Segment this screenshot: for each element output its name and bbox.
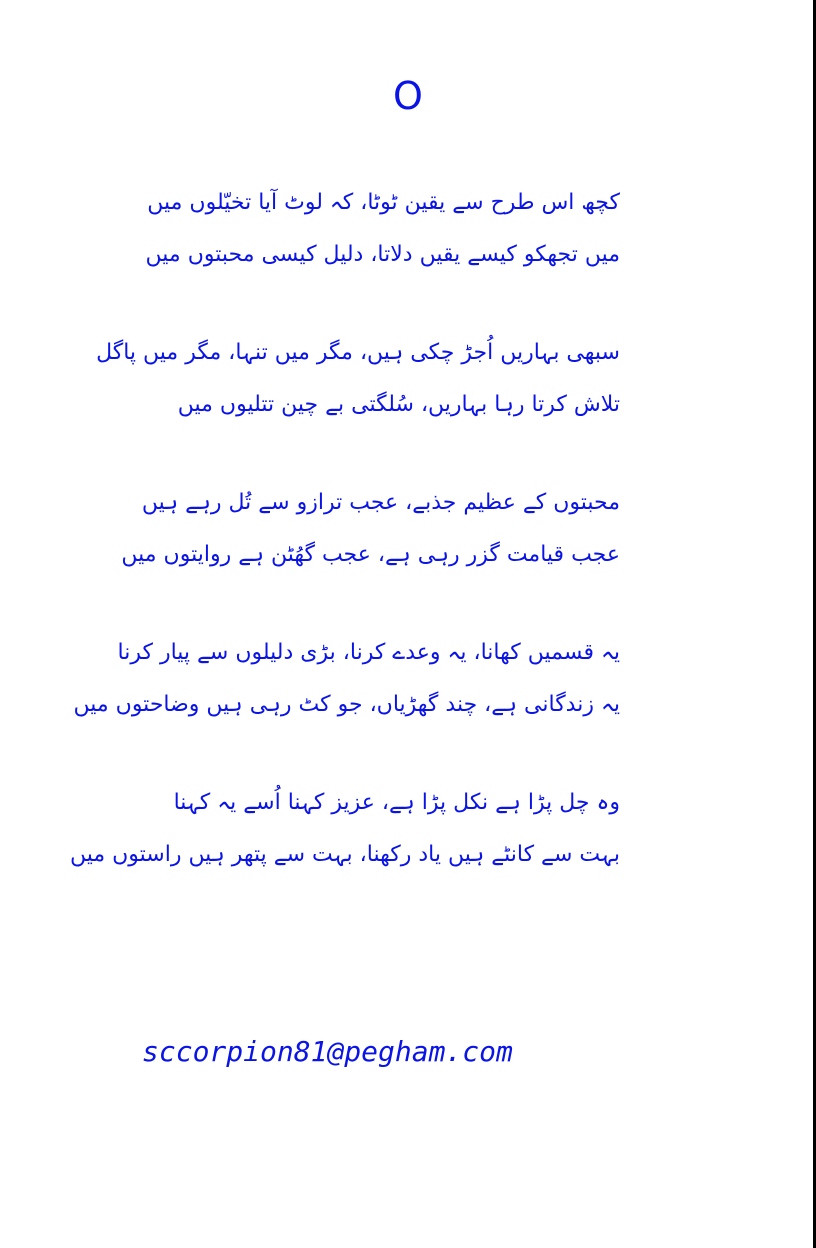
stanza-1: [145, 188, 620, 270]
stanza-2: [96, 338, 620, 420]
author-email: sccorpion81@pegham.com: [142, 1035, 513, 1068]
stanza-4-line-1: یہ قسمیں کھانا، یہ وعدے کرنا، بڑی دلیلوں سے پیار کرنا: [117, 640, 620, 665]
stanza-4: [73, 638, 620, 720]
stanza-1-line-2: میں تجھکو کیسے یقیں دلاتا، دلیل کیسی محبتوں میں: [145, 242, 620, 267]
stanza-5-line-2: بہت سے کانٹے ہیں یاد رکھنا، بہت سے پتھر ہیں راستوں میں: [69, 842, 620, 867]
stanza-1-line-1: کچھ اس طرح سے یقین ٹوٹا، کہ لوٹ آیا تخیّلوں میں: [147, 190, 620, 215]
stanza-2-line-2: تلاش کرتا رہا بہاریں، سُلگتی بے چین تتلیوں میں: [177, 392, 620, 417]
stanza-5: [69, 788, 620, 870]
poem-body: [69, 188, 620, 938]
stanza-4-line-2: یہ زندگانی ہے، چند گھڑیاں، جو کٹ رہی ہیں وضاحتوں میں: [73, 692, 620, 717]
poem-heading: O: [393, 74, 423, 118]
stanza-2-line-1: سبھی بہاریں اُجڑ چکی ہیں، مگر میں تنہا، مگر میں پاگل: [96, 340, 620, 365]
stanza-3: [121, 488, 620, 570]
stanza-5-line-1: وہ چل پڑا ہے نکل پڑا ہے، عزیز کہنا اُسے یہ کہنا: [173, 790, 620, 815]
stanza-3-line-2: عجب قیامت گزر رہی ہے، عجب گھُٹن ہے روایتوں میں: [121, 542, 620, 567]
stanza-3-line-1: محبتوں کے عظیم جذبے، عجب ترازو سے تُل رہے ہیں: [141, 490, 620, 515]
